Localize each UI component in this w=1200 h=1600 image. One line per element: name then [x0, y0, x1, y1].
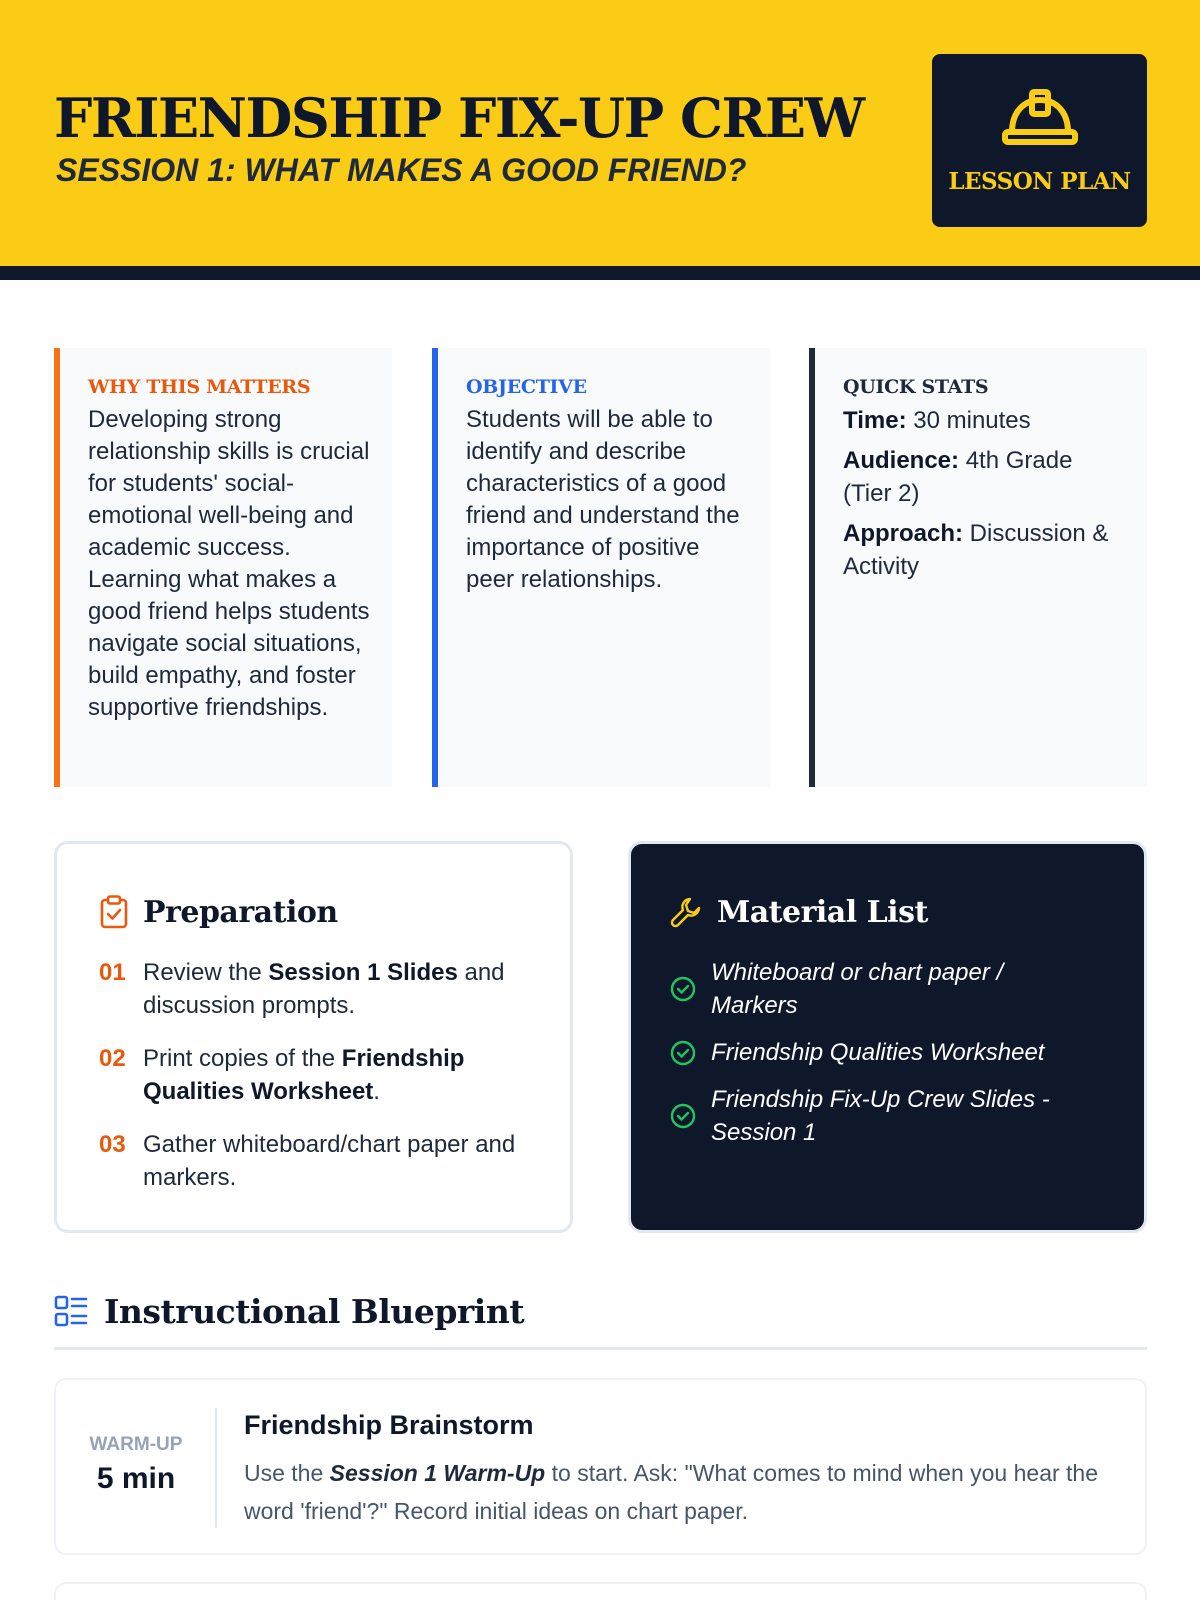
stat-approach: Approach: Discussion & Activity [843, 520, 1109, 580]
objective-heading: OBJECTIVE [466, 376, 587, 398]
lesson-plan-badge [932, 54, 1147, 227]
hard-hat-icon [1002, 86, 1078, 150]
material-item [669, 956, 1089, 1022]
prep-item-text: Gather whiteboard/chart paper and markers. [143, 1131, 516, 1191]
material-item [669, 1036, 1089, 1069]
check-circle-icon [669, 1102, 697, 1130]
prep-item-number: 03 [99, 1131, 126, 1158]
clipboard-check-icon [99, 895, 129, 929]
prep-item-number: 02 [99, 1045, 126, 1072]
preparation-list [99, 956, 539, 1214]
preparation-title: Preparation [143, 894, 338, 930]
step-phase: WARM-UP [89, 1434, 183, 1455]
blueprint-header [54, 1289, 524, 1333]
stat-time: Time: 30 minutes [843, 407, 1031, 434]
step-description: Use the Session 1 Warm-Up to start. Ask: "What comes to mind when you hear the word 'friend'?" Record initial ideas on chart paper. [244, 1460, 1099, 1524]
material-item-text: Whiteboard or chart paper / Markers [711, 959, 1004, 1019]
wrench-icon [669, 895, 703, 929]
prep-item-number: 01 [99, 959, 126, 986]
page-title: FRIENDSHIP FIX-UP CREW [54, 86, 864, 150]
stat-audience: Audience: 4th Grade (Tier 2) [843, 447, 1073, 507]
material-item-text: Friendship Fix-Up Crew Slides - Session 1 [711, 1086, 1050, 1146]
prep-item-text: Review the Session 1 Slides and discussion prompts. [143, 959, 505, 1019]
material-item-text: Friendship Qualities Worksheet [711, 1039, 1045, 1066]
material-list-card [628, 841, 1147, 1233]
preparation-card [54, 841, 573, 1233]
why-body: Developing strong relationship skills is crucial for students' social-emotional well-being and academic success. Learning what makes a good friend helps students navigate social situations, build empathy, and foster supportive friendships. [88, 406, 370, 721]
check-circle-icon [669, 1039, 697, 1067]
prep-item-text: Print copies of the Friendship Qualities Worksheet. [143, 1045, 465, 1105]
page-subtitle: SESSION 1: WHAT MAKES A GOOD FRIEND? [56, 152, 747, 188]
preparation-header [99, 892, 338, 932]
step-title: Friendship Brainstorm [244, 1410, 534, 1440]
why-heading: WHY THIS MATTERS [88, 376, 311, 398]
objective-card [432, 348, 770, 787]
stats-heading: QUICK STATS [843, 376, 989, 398]
material-list [669, 956, 1089, 1163]
page-header [0, 0, 1200, 280]
blueprint-step [54, 1582, 1147, 1600]
step-duration: 5 min [96, 1462, 176, 1495]
quick-stats-card [809, 348, 1147, 787]
prep-item [99, 1128, 539, 1194]
blueprint-title: Instructional Blueprint [104, 1291, 525, 1331]
material-list-title: Material List [717, 894, 928, 930]
why-this-matters-card [54, 348, 392, 787]
material-list-header [669, 892, 928, 932]
list-layout-icon [54, 1294, 88, 1328]
badge-label: LESSON PLAN [948, 168, 1131, 195]
prep-item [99, 1042, 539, 1108]
blueprint-step [54, 1378, 1147, 1555]
check-circle-icon [669, 975, 697, 1003]
divider [215, 1408, 217, 1528]
material-item [669, 1083, 1089, 1149]
objective-body: Students will be able to identify and describe characteristics of a good friend and understand the importance of positive peer relationships. [466, 406, 740, 593]
divider [54, 1347, 1147, 1350]
prep-item [99, 956, 539, 1022]
